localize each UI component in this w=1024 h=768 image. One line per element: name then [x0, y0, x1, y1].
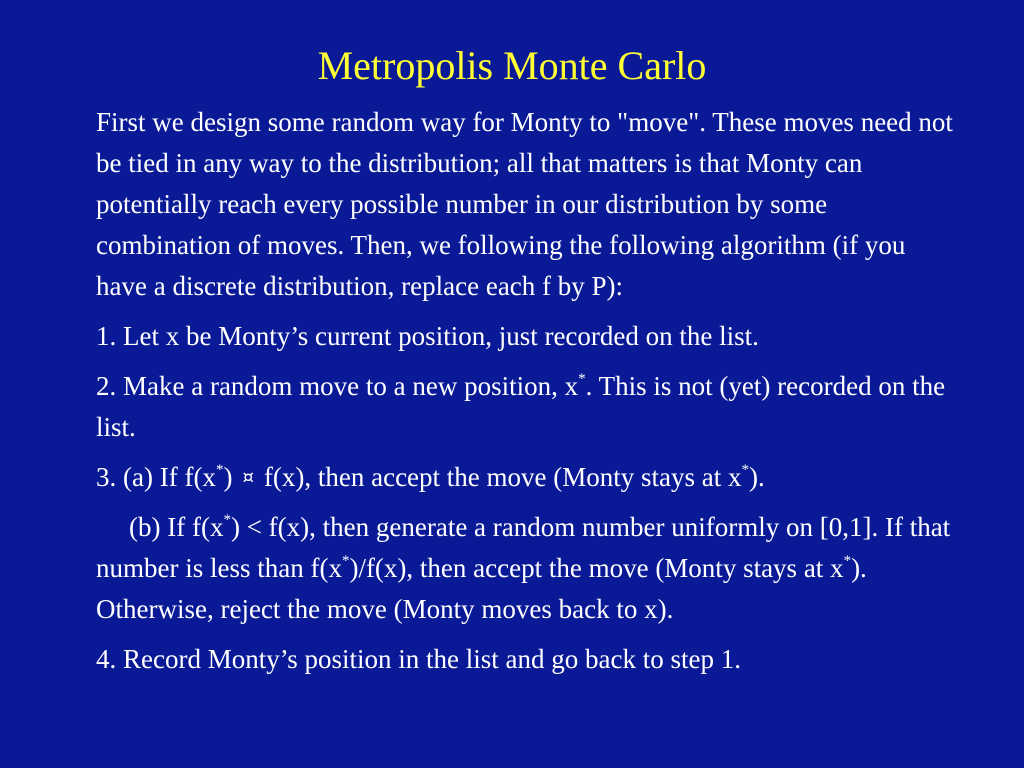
- step-3a-text-d: ).: [749, 462, 765, 492]
- step-3b: [96, 507, 956, 630]
- step-4: 4. Record Monty’s position in the list and go back to step 1.: [96, 644, 741, 674]
- superscript-star: *: [843, 553, 852, 569]
- step-3a-text-c: f(x), then accept the move (Monty stays at x: [263, 462, 742, 492]
- superscript-star: *: [215, 462, 224, 478]
- step-3a-text-b: ): [223, 462, 233, 492]
- step-3b-text-c: )/f(x), then accept the move (Monty stays at x: [349, 553, 844, 583]
- superscript-star: *: [578, 371, 586, 387]
- step-3a: [96, 457, 956, 498]
- superscript-star: *: [223, 512, 231, 528]
- slide-title: Metropolis Monte Carlo: [317, 43, 707, 88]
- step-3a-text-a: 3. (a) If f(x: [96, 462, 216, 492]
- step-2: [96, 366, 956, 448]
- superscript-star: *: [741, 462, 749, 478]
- superscript-star: *: [341, 553, 350, 569]
- step-2-text-b: . This is not (yet) recorded on the list.: [96, 371, 946, 442]
- step-3b-text-a: (b) If f(x: [129, 512, 224, 542]
- step-3b-text-b: ) < f(x), then generate a random number uniformly on [0,1]. If that number is less than f(x: [96, 512, 951, 583]
- step-3b-text-d: ). Otherwise, reject the move (Monty moves back to x).: [96, 553, 867, 624]
- step-1: 1. Let x be Monty’s current position, just recorded on the list.: [96, 321, 759, 351]
- step-2-text-a: 2. Make a random move to a new position, x: [96, 371, 579, 401]
- intro-paragraph: First we design some random way for Monty to "move". These moves need not be tied in any way to the distribution; all that matters is that Monty can potentially reach every possible number in our distribution by some combination of moves. Then, we following the following algorithm (if you have a discrete distribution, replace each f by P):: [96, 107, 953, 301]
- comparison-symbol: ¤: [242, 467, 254, 488]
- slide-body: [96, 102, 956, 689]
